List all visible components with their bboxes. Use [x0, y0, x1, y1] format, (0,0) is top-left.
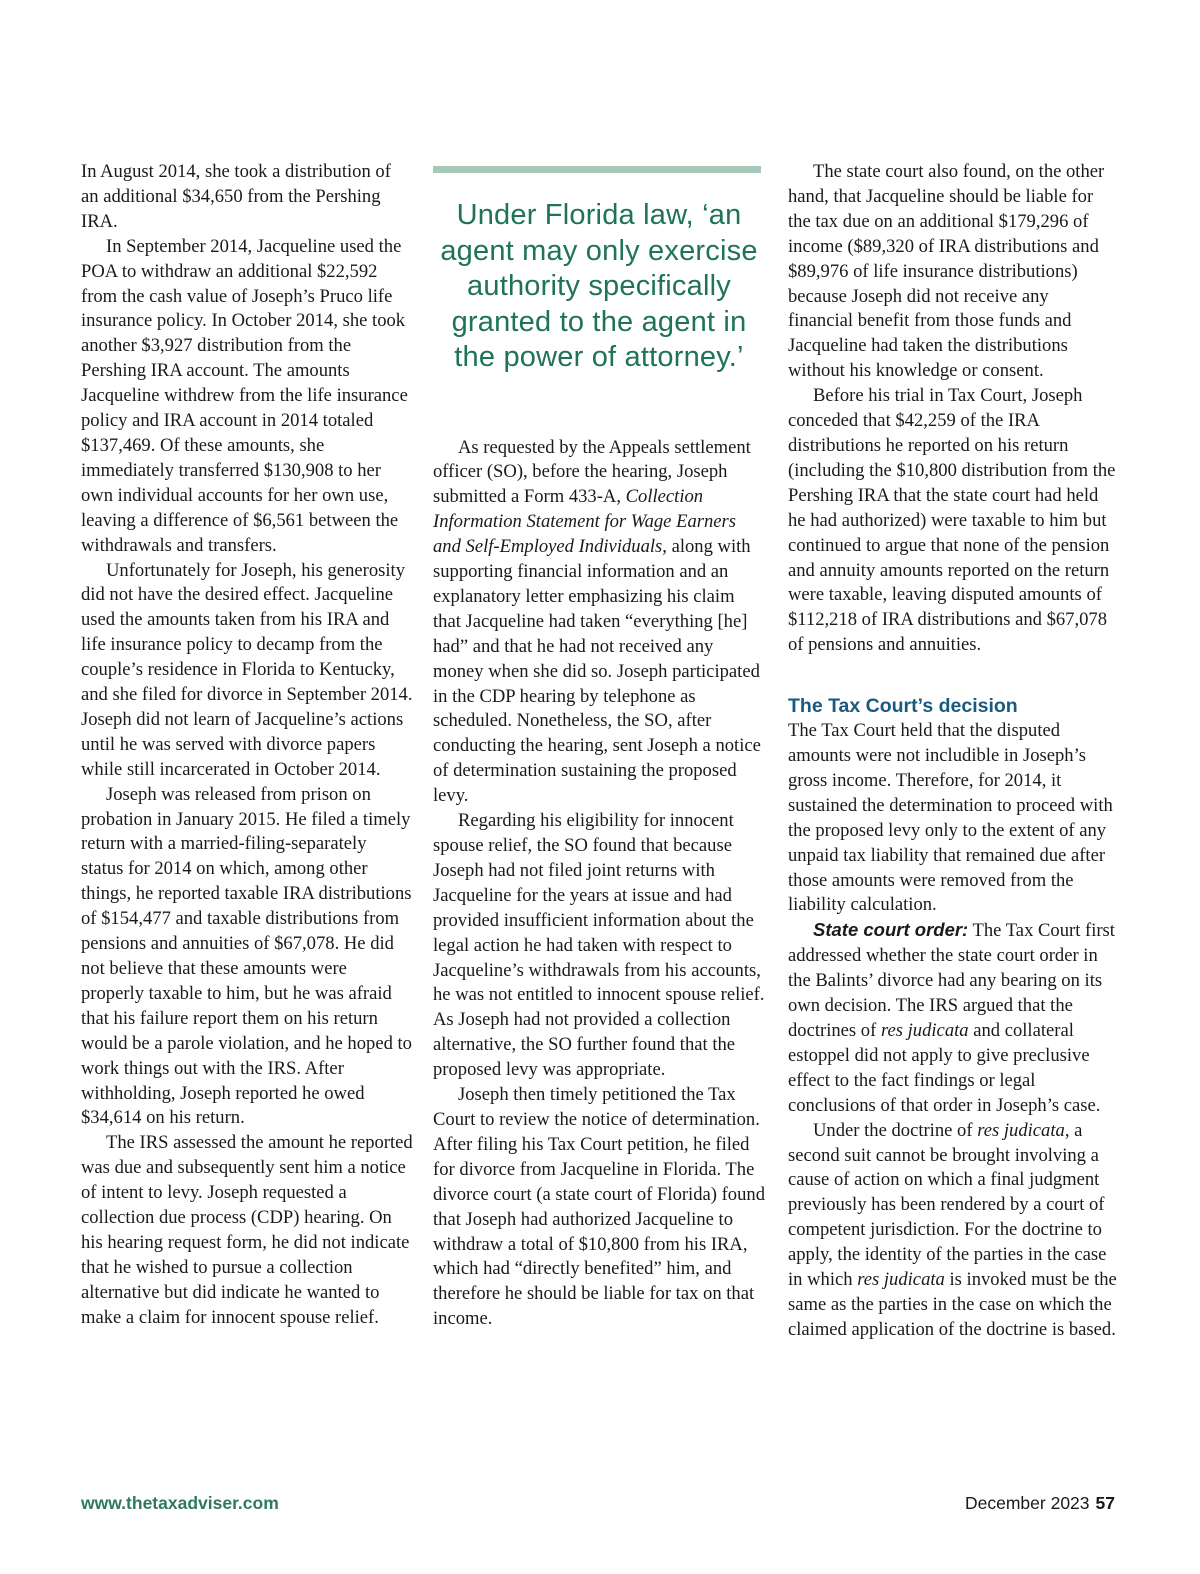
pullquote-rule: [433, 166, 761, 173]
footer-date: December 2023: [965, 1493, 1090, 1513]
section-heading: The Tax Court’s decision: [788, 695, 1018, 718]
paragraph: In August 2014, she took a distribution of an additional $34,650 from the Pershing IRA.: [81, 161, 391, 232]
pullquote: Under Florida law, ‘an agent may only exercise authority specifically granted to the agent in the power of attorney.’: [440, 199, 758, 373]
paragraph: Regarding his eligibility for innocent spouse relief, the SO found that because Joseph had not filed joint returns with Jacqueline for the years at issue and had provided insufficient information about the legal action he had taken with respect to Jacqueline’s withdrawals from his accounts, he was not entitled to innocent spouse relief. As Joseph had not provided a collection alternative, the SO further found that the proposed levy was appropriate.: [433, 810, 765, 1081]
paragraph: In September 2014, Jacqueline used the POA to withdraw an additional $22,592 from the cash value of Joseph’s Pruco life insurance policy. In October 2014, she took another $3,927 distribution from the Pershing IRA account. The amounts Jacqueline withdrew from the life insurance policy and IRA account in 2014 totaled $137,469. Of these amounts, she immediately transferred $130,908 to her own individual accounts for her own use, leaving a difference of $6,561 between the withdrawals and transfers.: [81, 235, 408, 556]
run-in-heading: State court order:: [813, 919, 969, 941]
footer-url[interactable]: www.thetaxadviser.com: [81, 1493, 279, 1513]
column-3: [788, 160, 1118, 1343]
paragraph: The state court also found, on the other hand, that Jacqueline should be liable for the tax due on an additional $179,296 of income ($89,320 of IRA distributions and $89,976 of life insurance distributions) because Joseph did not receive any financial benefit from those funds and Jacqueline had taken the distributions without his knowledge or consent.: [788, 161, 1105, 382]
column-2: [433, 160, 765, 1332]
column-1: [81, 160, 413, 1331]
paragraph: The Tax Court held that the disputed amounts were not includible in Joseph’s gross income. Therefore, for 2014, it sustained the determination to proceed with the proposed levy only to the extent of any unpaid tax liability that remained due after those amounts were removed from the liability calculation.: [788, 720, 1113, 916]
paragraph: Joseph was released from prison on probation in January 2015. He filed a timely return with a married-filing-separately status for 2014 on which, among other things, he reported taxable IRA distributions of $154,477 and taxable distributions from pensions and annuities of $67,078. He did not believe that these amounts were properly taxable to him, but he was afraid that his failure report them on his return would be a parole violation, and he hoped to work things out with the IRS. After withholding, Joseph reported he owed $34,614 on his return.: [81, 783, 412, 1129]
paragraph: State court order: The Tax Court first addressed whether the state court order in the Balints’ divorce had any bearing on its own decision. The IRS argued that the doctrines of res judicata and collateral estoppel did not apply to give preclusive effect to the fact findings or legal conclusions of that order in Joseph’s case.: [788, 919, 1115, 1116]
paragraph: Joseph then timely petitioned the Tax Court to review the notice of determination. After filing his Tax Court petition, he filed for divorce from Jacqueline in Florida. The divorce court (a state court of Florida) found that Joseph had authorized Jacqueline to withdraw a total of $10,800 from his IRA, which had “directly benefited” him, and therefore he should be liable for tax on that income.: [433, 1084, 765, 1330]
page-number: 57: [1095, 1493, 1115, 1513]
paragraph: The IRS assessed the amount he reported was due and subsequently sent him a notice of intent to levy. Joseph requested a collection due process (CDP) hearing. On his hearing request form, he did not indicate that he wished to pursue a collection alternative but did indicate he wanted to make a claim for innocent spouse relief.: [81, 1132, 413, 1328]
footer-date-page: [965, 1493, 1115, 1514]
paragraph: Under the doctrine of res judicata, a second suit cannot be brought involving a cause of action on which a final judgment previously has been rendered by a court of competent jurisdiction. For the doctrine to apply, the identity of the parties in the case in which res judicata is invoked must be the same as the parties in the case on which the claimed application of the doctrine is based.: [788, 1119, 1117, 1340]
paragraph: Before his trial in Tax Court, Joseph conceded that $42,259 of the IRA distributions he reported on his return (including the $10,800 distribution from the Pershing IRA that the state court had held he had authorized) were taxable to him but continued to argue that none of the pension and annuity amounts reported on the return were taxable, leaving disputed amounts of $112,218 of IRA distributions and $67,078 of pensions and annuities.: [788, 385, 1116, 656]
paragraph: As requested by the Appeals settlement officer (SO), before the hearing, Joseph submitted a Form 433-A, Collection Information Statement for Wage Earners and Self-Employed Individuals, along with supporting financial information and an explanatory letter emphasizing his claim that Jacqueline had taken “everything [he] had” and that he had not received any money when she did so. Joseph participated in the CDP hearing by telephone as scheduled. Nonetheless, the SO, after conducting the hearing, sent Joseph a notice of determination sustaining the proposed levy.: [433, 436, 761, 807]
paragraph: Unfortunately for Joseph, his generosity did not have the desired effect. Jacqueline used the amounts taken from his IRA and life insurance policy to decamp from the couple’s residence in Florida to Kentucky, and she filed for divorce in September 2014. Joseph did not learn of Jacqueline’s actions until he was served with divorce papers while still incarcerated in October 2014.: [81, 559, 413, 780]
